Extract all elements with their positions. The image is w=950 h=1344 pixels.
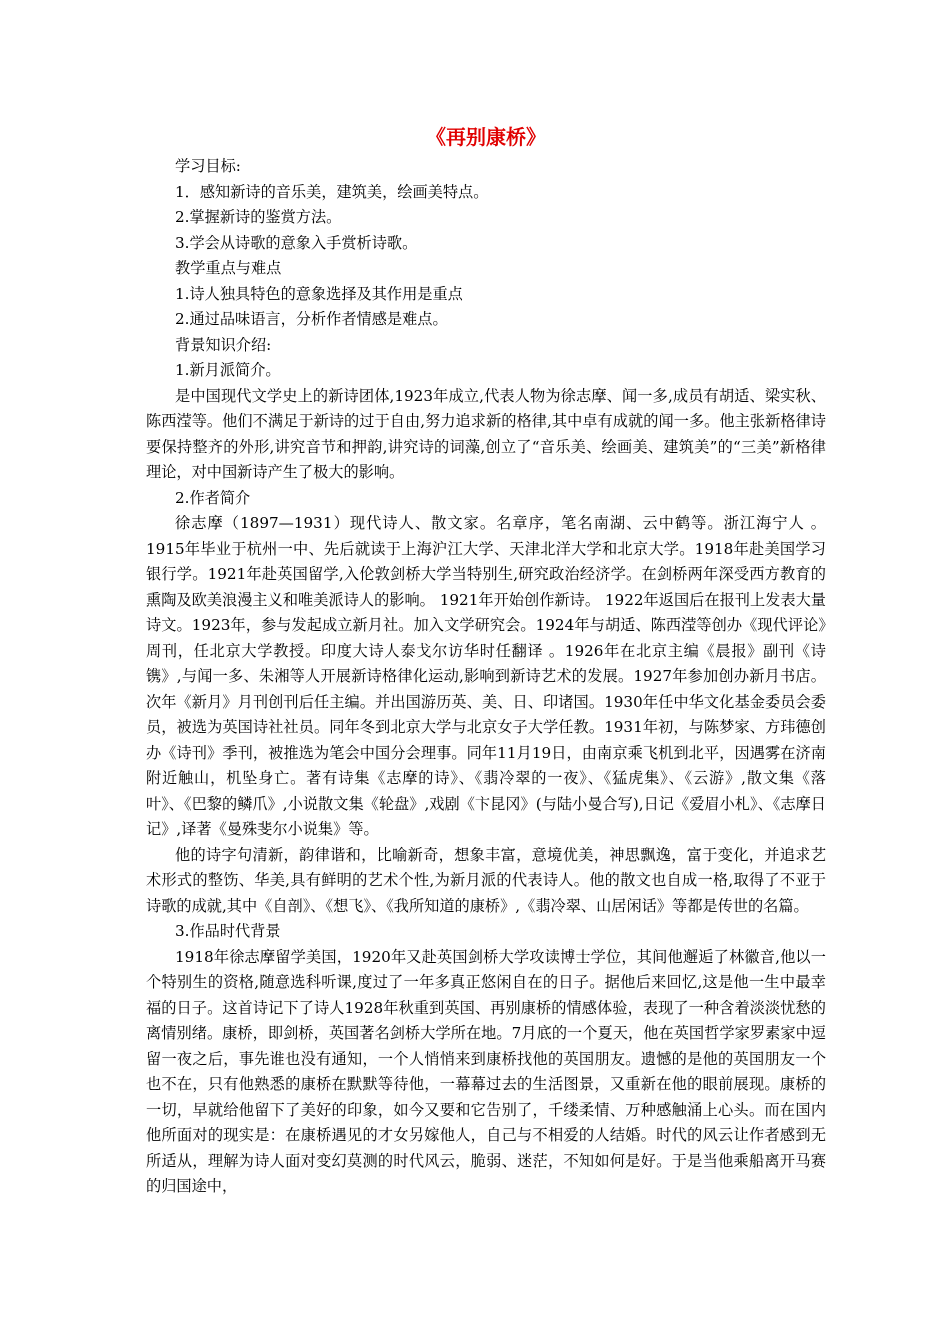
document-page [146,122,826,1200]
goal-item: 2.掌握新诗的鉴赏方法。 [175,208,342,226]
paragraph-background: 1918年徐志摩留学美国，1920年又赴英国剑桥大学攻读博士学位，其间他邂逅了林徽音,他以一个特别生的资格,随意选科听课,度过了一年多真正悠闲自在的日子。据他后来回忆,这是他一生中最幸福的日子。这首诗记下了诗人1928年秋重到英国、再别康桥的情感体验，表现了一种含着淡淡忧愁的离情别绪。康桥，即剑桥，英国著名剑桥大学所在地。7月底的一个夏天，他在英国哲学家罗素家中逗留一夜之后，事先谁也没有通知，一个人悄悄来到康桥找他的英国朋友。遗憾的是他的英国朋友一个也不在，只有他熟悉的康桥在默默等待他，一幕幕过去的生活图景，又重新在他的眼前展现。康桥的一切，早就给他留下了美好的印象，如今又要和它告别了，千缕柔情、万种感触涌上心头。而在国内他所面对的现实是：在康桥遇见的才女另嫁他人，自己与不相爱的人结婚。时代的风云让作者感到无所适从，理解为诗人面对变幻莫测的时代风云，脆弱、迷茫，不知如何是好。于是当他乘船离开马赛的归国途中， [146,947,826,1195]
goal-item: 3.学会从诗歌的意象入手赏析诗歌。 [175,233,418,252]
key-point-item: 2.通过品味语言，分析作者情感是难点。 [175,310,448,328]
section-heading-xinyue: 1.新月派简介。 [175,361,281,379]
paragraph-xinyue: 是中国现代文学史上的新诗团体,1923年成立,代表人物为徐志摩、闻一多,成员有胡适、梁实秋、陈西滢等。他们不满足于新诗的过于自由,努力追求新的格律,其中卓有成就的闻一多。他主张新格律诗要保持整齐的外形,讲究音节和押韵,讲究诗的词藻,创立了“音乐美、绘画美、建筑美”的“三美”新格律理论，对中国新诗产生了极大的影响。 [146,386,826,481]
paragraph-author-style: 他的诗字句清新，韵律谐和，比喻新奇，想象丰富，意境优美，神思飘逸，富于变化，并追求艺术形式的整饬、华美,具有鲜明的艺术个性,为新月派的代表诗人。他的散文也自成一格,取得了不亚于诗歌的成就,其中《自剖》、《想飞》、《我所知道的康桥》,《翡冷翠、山居闲话》等都是传世的名篇。 [146,845,826,915]
goal-item: 1．感知新诗的音乐美，建筑美，绘画美特点。 [175,182,489,201]
paragraph-author-bio: 徐志摩（1897—1931）现代诗人、散文家。名章序，笔名南湖、云中鹤等。浙江海宁人 。1915年毕业于杭州一中、先后就读于上海沪江大学、天津北洋大学和北京大学。1918年赴美国学习银行学。1921年赴英国留学,入伦敦剑桥大学当特别生,研究政治经济学。在剑桥两年深受西方教育的熏陶及欧美浪漫主义和唯美派诗人的影响。 1921年开始创作新诗。 1922年返国后在报刊上发表大量诗文。1923年，参与发起成立新月社。加入文学研究会。1924年与胡适、陈西滢等创办《现代评论》周刊，任北京大学教授。印度大诗人泰戈尔访华时任翻译 。1926年在北京主编《晨报》副刊《诗镌》,与闻一多、朱湘等人开展新诗格律化运动,影响到新诗艺术的发展。1927年参加创办新月书店。次年《新月》月刊创刊后任主编。并出国游历英、美、日、印诸国。1930年任中华文化基金委员会委员，被选为英国诗社社员。同年冬到北京大学与北京女子大学任教。1931年初，与陈梦家、方玮德创办《诗刊》季刊，被推选为笔会中国分会理事。同年11月19日，由南京乘飞机到北平，因遇雾在济南附近触山，机坠身亡。著有诗集《志摩的诗》、《翡冷翠的一夜》、《猛虎集》、《云游》,散文集《落叶》、《巴黎的鳞爪》,小说散文集《轮盘》,戏剧《卞昆冈》(与陆小曼合写),日记《爱眉小札》、《志摩日记》,译著《曼殊斐尔小说集》等。 [146,514,826,838]
key-point-item: 1.诗人独具特色的意象选择及其作用是重点 [175,284,463,303]
section-heading-author: 2.作者简介 [175,488,251,507]
section-heading-background: 3.作品时代背景 [175,922,281,940]
document-title: 《再别康桥》 [426,125,546,149]
background-heading: 背景知识介绍: [175,335,272,354]
goals-heading: 学习目标: [175,157,241,175]
key-points-heading: 教学重点与难点 [175,259,282,277]
